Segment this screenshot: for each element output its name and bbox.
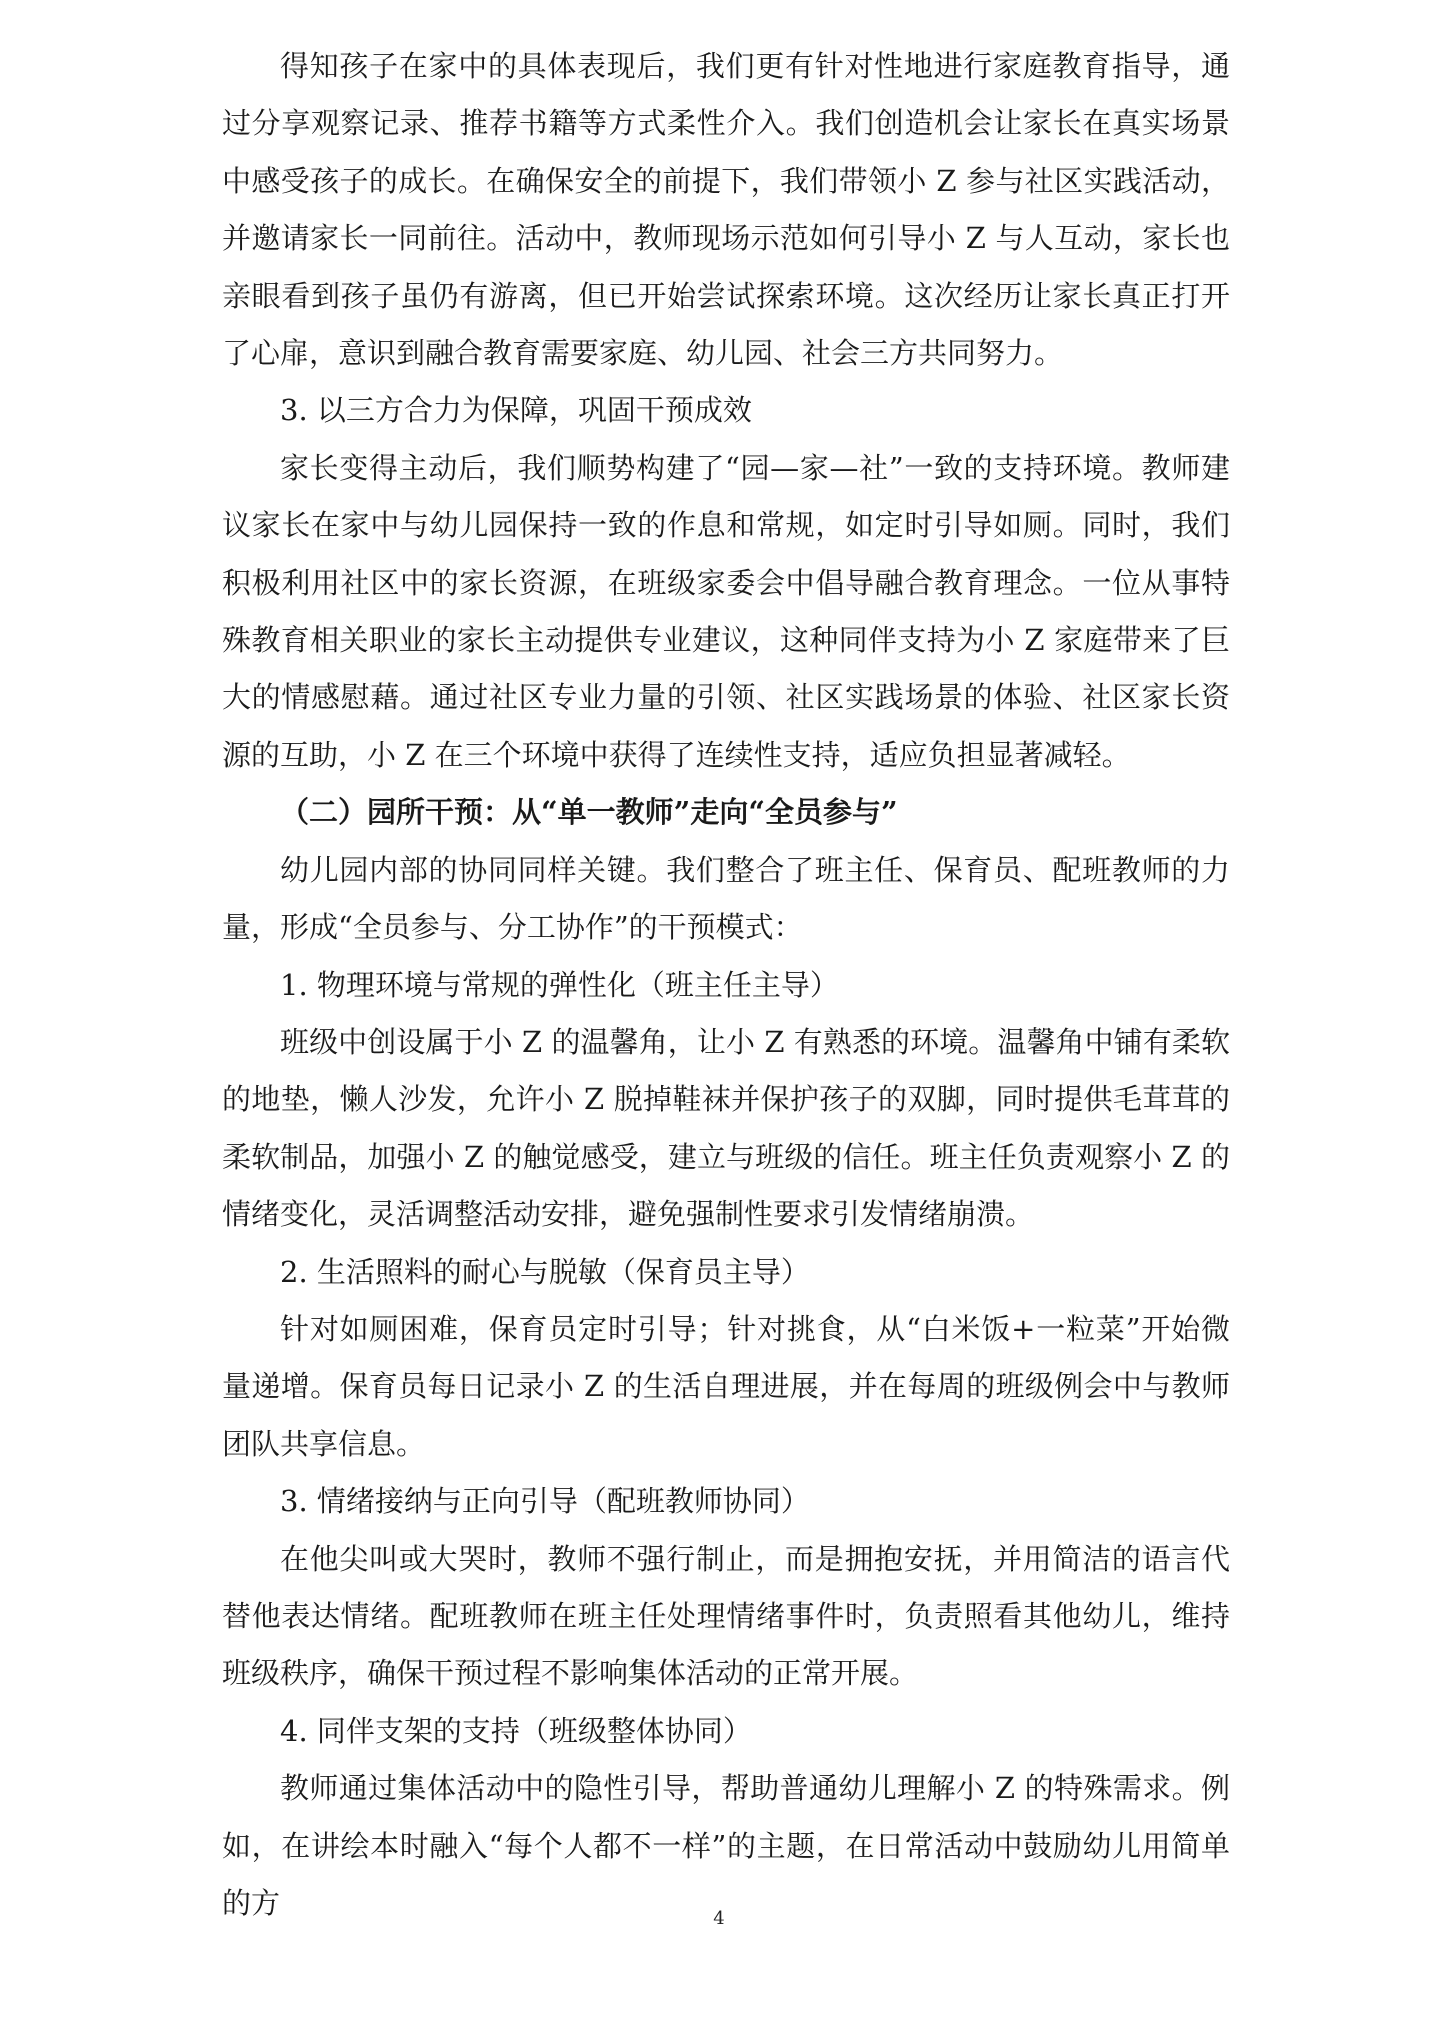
paragraph-emotion-handling: 在他尖叫或大哭时，教师不强行制止，而是拥抱安抚，并用简洁的语言代替他表达情绪。配班教师在班主任处理情绪事件时，负责照看其他幼儿，维持班级秩序，确保干预过程不影响集体活动的正常开展。 [222,1541,1230,1691]
subheading-emotion-acceptance: 3. 情绪接纳与正向引导（配班教师协同） [280,1484,810,1519]
paragraph-support-environment: 家长变得主动后，我们顺势构建了“园—家—社”一致的支持环境。教师建议家长在家中与幼儿园保持一致的作息和常规，如定时引导如厕。同时，我们积极利用社区中的家长资源，在班级家委会中倡导融合教育理念。一位从事特殊教育相关职业的家长主动提供专业建议，这种同伴支持为小 Z 家庭带来了巨大的情感慰藉。通过社区专业力量的引领、社区实践场景的体验、社区家长资源的互助，小 Z 在三个环境中获得了连续性支持，适应负担显著减轻。 [222,450,1230,772]
subheading-three-party-support: 3. 以三方合力为保障，巩固干预成效 [280,393,752,428]
document-body [222,38,1230,1932]
paragraph-internal-collaboration: 幼儿园内部的协同同样关键。我们整合了班主任、保育员、配班教师的力量，形成“全员参与、分工协作”的干预模式： [222,852,1230,945]
paragraph-family-guidance: 得知孩子在家中的具体表现后，我们更有针对性地进行家庭教育指导，通过分享观察记录、推荐书籍等方式柔性介入。我们创造机会让家长在真实场景中感受孩子的成长。在确保安全的前提下，我们带领小 Z 参与社区实践活动，并邀请家长一同前往。活动中，教师现场示范如何引导小 Z 与人互动，家长也亲眼看到孩子虽仍有游离，但已开始尝试探索环境。这次经历让家长真正打开了心扉，意识到融合教育需要家庭、幼儿园、社会三方共同努力。 [222,49,1230,371]
paragraph-cozy-corner: 班级中创设属于小 Z 的温馨角，让小 Z 有熟悉的环境。温馨角中铺有柔软的地垫，懒人沙发，允许小 Z 脱掉鞋袜并保护孩子的双脚，同时提供毛茸茸的柔软制品，加强小 Z 的触觉感受，建立与班级的信任。班主任负责观察小 Z 的情绪变化，灵活调整活动安排，避免强制性要求引发情绪崩溃。 [222,1024,1230,1232]
paragraph-peer-guidance: 教师通过集体活动中的隐性引导，帮助普通幼儿理解小 Z 的特殊需求。例如，在讲绘本时融入“每个人都不一样”的主题，在日常活动中鼓励幼儿用简单的方 [222,1771,1230,1920]
section-heading-kindergarten-intervention: （二）园所干预：从“单一教师”走向“全员参与” [280,795,898,830]
subheading-physical-environment: 1. 物理环境与常规的弹性化（班主任主导） [280,967,839,1002]
subheading-peer-scaffold: 4. 同伴支架的支持（班级整体协同） [280,1713,752,1748]
subheading-life-care: 2. 生活照料的耐心与脱敏（保育员主导） [280,1254,810,1289]
paragraph-toileting-eating: 针对如厕困难，保育员定时引导；针对挑食，从“白米饭+一粒菜”开始微量递增。保育员每日记录小 Z 的生活自理进展，并在每周的班级例会中与教师团队共享信息。 [222,1311,1230,1461]
page-number: 4 [713,1908,725,1929]
